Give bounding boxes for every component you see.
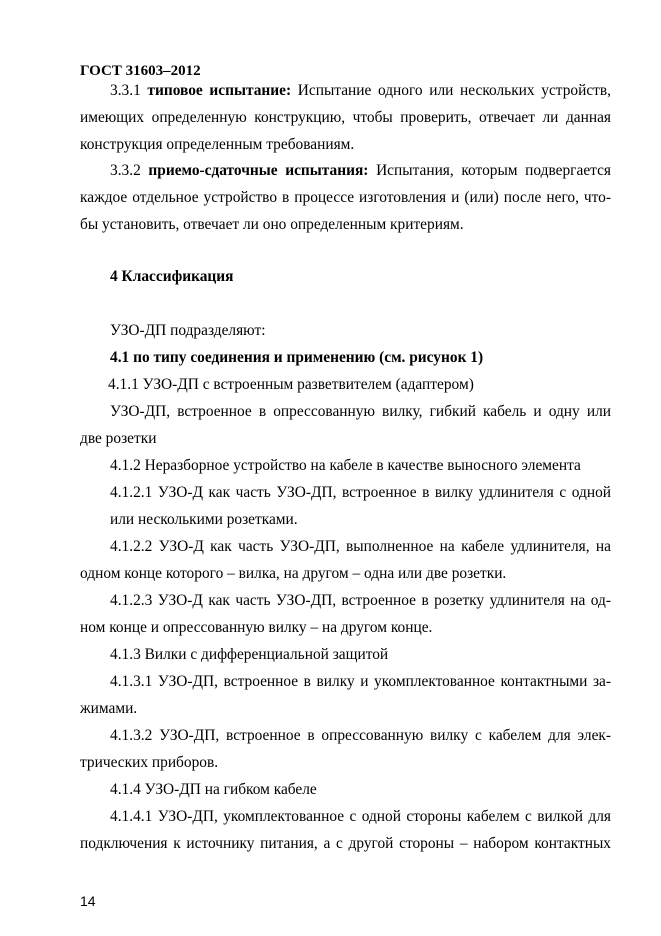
clause-4-1-2-3: 4.1.2.3 УЗО-Д как часть УЗО-ДП, встроенное в розетку удлинителя на од- (110, 592, 611, 609)
paragraph-line: конструкция определенным требованиям. (80, 136, 355, 153)
paragraph-line: одном конце которого – вилка, на другом – одна или две розетки. (80, 565, 507, 582)
term: приемо-сдаточные испытания: (148, 162, 369, 179)
paragraph-line: трических приборов. (80, 754, 219, 771)
paragraph-line: подключения к источнику питания, а с другой стороны – набором контактных (80, 835, 611, 852)
clause-number: 3.3.1 (110, 82, 141, 99)
term: типовое испытание: (147, 82, 292, 99)
clause-number: 3.3.2 (110, 162, 141, 179)
paragraph-line: УЗО-ДП, встроенное в опрессованную вилку, гибкий кабель и одну или (110, 403, 611, 420)
clause-4-1-2-1: 4.1.2.1 УЗО-Д как часть УЗО-ДП, встроенное в вилку удлинителя с одной (110, 484, 611, 501)
clause-4-1: 4.1 по типу соединения и применению (см. рисунок 1) (110, 349, 484, 366)
clause-4-1-4: 4.1.4 УЗО-ДП на гибком кабеле (110, 781, 317, 798)
paragraph-3-3-1 (80, 77, 611, 158)
paragraph-line (80, 157, 611, 184)
clause-4-1-2: 4.1.2 Неразборное устройство на кабеле в качестве выносного элемента (110, 457, 581, 474)
paragraph-line: бы установить, отвечает ли оно определенным критериям. (80, 216, 464, 233)
clause-4-1-1: 4.1.1 УЗО-ДП с встроенным разветвителем (адаптером) (108, 376, 474, 393)
document-header: ГОСТ 31603–2012 (80, 63, 201, 79)
paragraph-line: жимами. (80, 700, 138, 717)
clause-4-1-2-2: 4.1.2.2 УЗО-Д как часть УЗО-ДП, выполненное на кабеле удлинителя, на (110, 538, 611, 555)
paragraph-line (80, 77, 611, 104)
paragraph-line: ном конце и опрессованную вилку – на другом конце. (80, 619, 433, 636)
section-title: 4 Классификация (110, 268, 234, 285)
paragraph-line: или несколькими розетками. (110, 511, 298, 528)
clause-4-1-3: 4.1.3 Вилки с дифференциальной защитой (110, 646, 389, 663)
clause-4-1-4-1: 4.1.4.1 УЗО-ДП, укомплектованное с одной стороны кабелем с вилкой для (110, 808, 611, 825)
definition-text: Испытания, которым подвергается (376, 162, 611, 179)
paragraph-line: имеющих определенную конструкцию, чтобы проверить, отвечает ли данная (80, 109, 611, 126)
page-number: 14 (80, 893, 96, 909)
definition-text: Испытание одного или нескольких устройств, (297, 82, 611, 99)
clause-4-1-3-2: 4.1.3.2 УЗО-ДП, встроенное в опрессованную вилку с кабелем для элек- (110, 727, 611, 744)
section-4-body (80, 317, 611, 857)
intro-line: УЗО-ДП подразделяют: (110, 322, 266, 339)
clause-4-1-3-1: 4.1.3.1 УЗО-ДП, встроенное в вилку и укомплектованное контактными за- (110, 673, 611, 690)
paragraph-line: две розетки (80, 430, 157, 447)
paragraph-3-3-2 (80, 157, 611, 238)
paragraph-line: каждое отдельное устройство в процессе изготовления и (или) после него, что- (80, 189, 611, 206)
